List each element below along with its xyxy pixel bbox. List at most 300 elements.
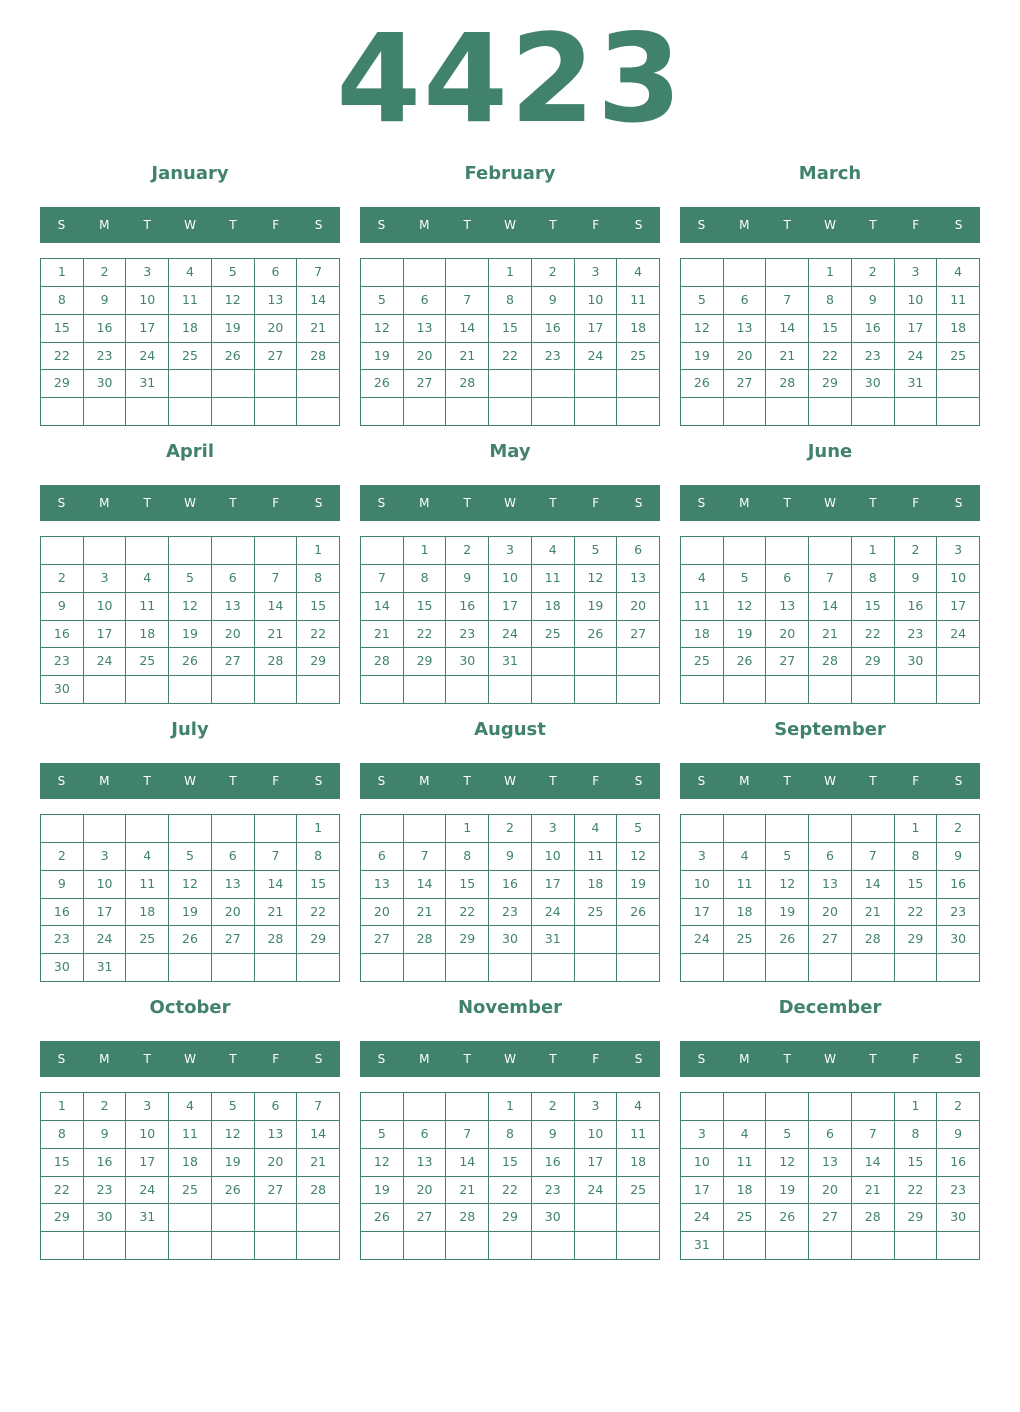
day-cell: 3 [895, 259, 938, 287]
day-cell: 21 [809, 621, 852, 649]
weekday-header: S [954, 1052, 963, 1066]
day-cell: 7 [852, 843, 895, 871]
day-cell: 1 [489, 1093, 532, 1121]
day-cell: 4 [617, 259, 660, 287]
day-cell: 12 [766, 871, 809, 899]
day-cell: 22 [852, 621, 895, 649]
day-cell: 31 [489, 648, 532, 676]
day-cell: 12 [724, 593, 767, 621]
day-cell: 23 [532, 343, 575, 371]
day-cell: 9 [489, 843, 532, 871]
weekday-header: F [912, 218, 920, 232]
day-cell: 27 [255, 1177, 298, 1205]
empty-cell [404, 815, 447, 843]
weekday-header: T [143, 774, 151, 788]
weekday-header: T [783, 774, 791, 788]
day-cell: 30 [489, 926, 532, 954]
day-cell: 17 [575, 1149, 618, 1177]
day-cell: 18 [169, 315, 212, 343]
day-cell: 29 [895, 926, 938, 954]
empty-cell [617, 676, 660, 704]
day-cell: 3 [84, 843, 127, 871]
day-cell: 15 [41, 315, 84, 343]
day-cell: 10 [84, 593, 127, 621]
empty-cell [724, 1232, 767, 1260]
month-name: September [774, 719, 886, 740]
day-cell: 4 [724, 843, 767, 871]
day-cell: 1 [852, 537, 895, 565]
weekday-header-row [40, 485, 340, 521]
day-cell: 14 [361, 593, 404, 621]
day-grid [360, 536, 660, 704]
day-cell: 29 [41, 1204, 84, 1232]
empty-cell [937, 370, 980, 398]
weekday-header: M [419, 774, 430, 788]
day-grid [680, 1092, 980, 1260]
empty-cell [937, 398, 980, 426]
day-cell: 3 [126, 1093, 169, 1121]
weekday-header: S [697, 1052, 706, 1066]
empty-cell [724, 815, 767, 843]
day-cell: 25 [126, 926, 169, 954]
day-cell: 20 [809, 899, 852, 927]
day-cell: 6 [617, 537, 660, 565]
day-cell: 16 [489, 871, 532, 899]
weekday-header: M [739, 774, 750, 788]
day-cell: 18 [681, 621, 724, 649]
weekday-header: S [954, 218, 963, 232]
day-cell: 12 [617, 843, 660, 871]
empty-cell [724, 398, 767, 426]
day-cell: 26 [169, 926, 212, 954]
day-cell: 14 [852, 1149, 895, 1177]
day-cell: 15 [41, 1149, 84, 1177]
empty-cell [681, 815, 724, 843]
weekday-header: T [549, 774, 557, 788]
day-cell: 15 [489, 315, 532, 343]
day-cell: 13 [212, 871, 255, 899]
day-cell: 11 [126, 871, 169, 899]
weekday-header: T [229, 496, 237, 510]
day-cell: 12 [361, 1149, 404, 1177]
day-cell: 9 [895, 565, 938, 593]
weekday-header: M [99, 496, 110, 510]
empty-cell [126, 676, 169, 704]
day-cell: 31 [532, 926, 575, 954]
day-cell: 3 [575, 259, 618, 287]
day-cell: 10 [681, 1149, 724, 1177]
day-cell: 20 [724, 343, 767, 371]
day-cell: 12 [681, 315, 724, 343]
day-cell: 7 [446, 1121, 489, 1149]
day-cell: 13 [809, 871, 852, 899]
day-grid [40, 1092, 340, 1260]
empty-cell [212, 370, 255, 398]
day-cell: 23 [41, 926, 84, 954]
day-cell: 2 [532, 259, 575, 287]
empty-cell [575, 648, 618, 676]
empty-cell [809, 398, 852, 426]
weekday-header-row [360, 207, 660, 243]
day-cell: 15 [895, 871, 938, 899]
empty-cell [681, 259, 724, 287]
empty-cell [532, 370, 575, 398]
month-name: November [457, 997, 563, 1018]
day-cell: 6 [809, 1121, 852, 1149]
day-cell: 2 [489, 815, 532, 843]
day-cell: 18 [532, 593, 575, 621]
day-cell: 16 [895, 593, 938, 621]
weekday-header: T [549, 496, 557, 510]
empty-cell [404, 954, 447, 982]
day-cell: 19 [361, 1177, 404, 1205]
day-cell: 26 [766, 1204, 809, 1232]
day-cell: 6 [404, 287, 447, 315]
day-cell: 11 [617, 1121, 660, 1149]
weekday-header: T [229, 774, 237, 788]
day-cell: 14 [446, 1149, 489, 1177]
day-cell: 9 [532, 1121, 575, 1149]
day-cell: 18 [617, 315, 660, 343]
day-cell: 8 [41, 1121, 84, 1149]
weekday-header: T [549, 218, 557, 232]
empty-cell [766, 398, 809, 426]
empty-cell [361, 954, 404, 982]
weekday-header-row [40, 1041, 340, 1077]
empty-cell [404, 259, 447, 287]
empty-cell [809, 954, 852, 982]
day-grid [40, 258, 340, 426]
day-cell: 31 [126, 370, 169, 398]
month-name: May [489, 441, 531, 462]
day-cell: 7 [297, 1093, 340, 1121]
weekday-header: W [824, 496, 836, 510]
empty-cell [766, 259, 809, 287]
empty-cell [446, 676, 489, 704]
day-cell: 21 [404, 899, 447, 927]
weekday-header-row [680, 763, 980, 799]
day-cell: 19 [361, 343, 404, 371]
day-cell: 28 [404, 926, 447, 954]
day-cell: 8 [489, 1121, 532, 1149]
empty-cell [255, 1204, 298, 1232]
day-cell: 2 [895, 537, 938, 565]
weekday-header: T [463, 1052, 471, 1066]
day-cell: 2 [937, 815, 980, 843]
day-cell: 22 [809, 343, 852, 371]
day-cell: 27 [255, 343, 298, 371]
day-cell: 12 [169, 593, 212, 621]
day-cell: 1 [895, 815, 938, 843]
weekday-header: S [954, 774, 963, 788]
day-cell: 7 [404, 843, 447, 871]
day-cell: 18 [126, 899, 169, 927]
weekday-header: W [504, 496, 516, 510]
day-cell: 7 [255, 565, 298, 593]
day-cell: 11 [575, 843, 618, 871]
day-cell: 17 [681, 899, 724, 927]
day-cell: 19 [169, 621, 212, 649]
empty-cell [809, 537, 852, 565]
day-cell: 9 [41, 593, 84, 621]
day-cell: 25 [937, 343, 980, 371]
day-cell: 5 [766, 1121, 809, 1149]
empty-cell [446, 954, 489, 982]
weekday-header: S [57, 774, 66, 788]
empty-cell [361, 676, 404, 704]
empty-cell [169, 1204, 212, 1232]
day-cell: 26 [575, 621, 618, 649]
day-cell: 11 [617, 287, 660, 315]
day-cell: 6 [255, 259, 298, 287]
empty-cell [169, 676, 212, 704]
day-cell: 27 [766, 648, 809, 676]
empty-cell [297, 954, 340, 982]
day-cell: 26 [212, 1177, 255, 1205]
day-cell: 11 [126, 593, 169, 621]
day-cell: 10 [937, 565, 980, 593]
day-cell: 4 [126, 565, 169, 593]
day-cell: 27 [212, 648, 255, 676]
weekday-header: F [592, 218, 600, 232]
month-name: April [165, 441, 215, 462]
weekday-header: T [143, 496, 151, 510]
day-cell: 21 [446, 343, 489, 371]
day-cell: 16 [446, 593, 489, 621]
day-cell: 22 [297, 621, 340, 649]
day-cell: 26 [361, 370, 404, 398]
day-cell: 12 [575, 565, 618, 593]
empty-cell [766, 676, 809, 704]
day-cell: 31 [895, 370, 938, 398]
weekday-header: F [912, 496, 920, 510]
day-cell: 15 [404, 593, 447, 621]
day-cell: 30 [937, 1204, 980, 1232]
day-cell: 16 [937, 1149, 980, 1177]
weekday-header: S [314, 218, 323, 232]
day-cell: 17 [575, 315, 618, 343]
empty-cell [255, 1232, 298, 1260]
weekday-header: T [463, 496, 471, 510]
empty-cell [617, 926, 660, 954]
empty-cell [681, 398, 724, 426]
day-cell: 5 [169, 565, 212, 593]
day-cell: 2 [84, 259, 127, 287]
day-cell: 16 [852, 315, 895, 343]
weekday-header: F [272, 774, 280, 788]
day-cell: 8 [852, 565, 895, 593]
empty-cell [84, 815, 127, 843]
empty-cell [489, 370, 532, 398]
day-cell: 20 [361, 899, 404, 927]
day-cell: 2 [84, 1093, 127, 1121]
empty-cell [724, 954, 767, 982]
day-cell: 24 [575, 1177, 618, 1205]
weekday-header-row [680, 485, 980, 521]
day-cell: 22 [41, 343, 84, 371]
day-cell: 23 [852, 343, 895, 371]
day-cell: 29 [297, 648, 340, 676]
empty-cell [937, 1232, 980, 1260]
weekday-header: F [272, 218, 280, 232]
weekday-header: T [783, 218, 791, 232]
day-cell: 10 [681, 871, 724, 899]
day-cell: 13 [404, 1149, 447, 1177]
empty-cell [84, 676, 127, 704]
day-cell: 22 [446, 899, 489, 927]
day-grid [360, 258, 660, 426]
day-cell: 14 [809, 593, 852, 621]
empty-cell [361, 1232, 404, 1260]
day-cell: 21 [255, 899, 298, 927]
day-cell: 28 [446, 370, 489, 398]
day-cell: 23 [937, 1177, 980, 1205]
empty-cell [937, 676, 980, 704]
day-cell: 27 [724, 370, 767, 398]
day-cell: 13 [724, 315, 767, 343]
day-cell: 1 [809, 259, 852, 287]
empty-cell [852, 676, 895, 704]
day-cell: 21 [297, 1149, 340, 1177]
day-cell: 19 [212, 1149, 255, 1177]
day-cell: 1 [297, 537, 340, 565]
weekday-header: T [869, 774, 877, 788]
day-cell: 9 [446, 565, 489, 593]
weekday-header: W [504, 774, 516, 788]
empty-cell [404, 398, 447, 426]
month-name: July [171, 719, 209, 740]
day-cell: 24 [681, 926, 724, 954]
day-cell: 16 [937, 871, 980, 899]
day-cell: 25 [724, 926, 767, 954]
month-name: August [474, 719, 546, 740]
empty-cell [809, 676, 852, 704]
day-cell: 28 [255, 926, 298, 954]
weekday-header: S [377, 774, 386, 788]
day-cell: 5 [169, 843, 212, 871]
day-grid [680, 258, 980, 426]
day-cell: 18 [617, 1149, 660, 1177]
day-cell: 24 [126, 1177, 169, 1205]
day-cell: 25 [681, 648, 724, 676]
day-cell: 28 [297, 1177, 340, 1205]
empty-cell [446, 259, 489, 287]
day-cell: 25 [532, 621, 575, 649]
day-cell: 4 [724, 1121, 767, 1149]
day-cell: 29 [852, 648, 895, 676]
weekday-header: M [739, 496, 750, 510]
day-cell: 24 [532, 899, 575, 927]
day-grid [40, 814, 340, 982]
day-cell: 6 [212, 843, 255, 871]
day-cell: 15 [446, 871, 489, 899]
empty-cell [575, 1204, 618, 1232]
day-cell: 10 [489, 565, 532, 593]
day-cell: 22 [41, 1177, 84, 1205]
day-cell: 9 [84, 287, 127, 315]
year-title: 4423 [336, 8, 684, 150]
day-cell: 19 [617, 871, 660, 899]
day-cell: 25 [724, 1204, 767, 1232]
day-cell: 24 [84, 648, 127, 676]
empty-cell [126, 815, 169, 843]
day-cell: 27 [212, 926, 255, 954]
weekday-header-row [40, 763, 340, 799]
day-cell: 7 [361, 565, 404, 593]
day-cell: 24 [681, 1204, 724, 1232]
day-cell: 3 [937, 537, 980, 565]
day-cell: 15 [297, 871, 340, 899]
day-cell: 19 [724, 621, 767, 649]
weekday-header: F [592, 774, 600, 788]
weekday-header: M [419, 1052, 430, 1066]
empty-cell [404, 676, 447, 704]
weekday-header: S [377, 1052, 386, 1066]
day-cell: 6 [404, 1121, 447, 1149]
day-cell: 14 [404, 871, 447, 899]
day-cell: 24 [84, 926, 127, 954]
day-cell: 26 [212, 343, 255, 371]
weekday-header: S [314, 496, 323, 510]
empty-cell [852, 1232, 895, 1260]
empty-cell [212, 1232, 255, 1260]
day-cell: 18 [724, 1177, 767, 1205]
day-cell: 7 [255, 843, 298, 871]
day-cell: 2 [41, 565, 84, 593]
day-cell: 26 [681, 370, 724, 398]
day-cell: 20 [617, 593, 660, 621]
day-cell: 10 [126, 287, 169, 315]
day-cell: 4 [681, 565, 724, 593]
day-cell: 11 [724, 1149, 767, 1177]
weekday-header: S [954, 496, 963, 510]
day-cell: 23 [84, 343, 127, 371]
day-cell: 24 [126, 343, 169, 371]
day-cell: 8 [404, 565, 447, 593]
empty-cell [532, 398, 575, 426]
weekday-header: W [184, 1052, 196, 1066]
day-cell: 30 [895, 648, 938, 676]
day-cell: 12 [169, 871, 212, 899]
day-cell: 26 [169, 648, 212, 676]
day-cell: 6 [212, 565, 255, 593]
day-cell: 4 [532, 537, 575, 565]
weekday-header: T [463, 774, 471, 788]
weekday-header: T [869, 1052, 877, 1066]
day-cell: 13 [361, 871, 404, 899]
day-cell: 17 [126, 1149, 169, 1177]
empty-cell [255, 815, 298, 843]
day-cell: 25 [169, 343, 212, 371]
day-cell: 3 [126, 259, 169, 287]
day-cell: 26 [766, 926, 809, 954]
day-cell: 16 [41, 899, 84, 927]
empty-cell [361, 815, 404, 843]
day-cell: 20 [404, 1177, 447, 1205]
day-cell: 22 [489, 343, 532, 371]
empty-cell [681, 676, 724, 704]
weekday-header: S [634, 496, 643, 510]
day-cell: 1 [489, 259, 532, 287]
month-name: December [778, 997, 882, 1018]
empty-cell [126, 537, 169, 565]
day-cell: 14 [255, 871, 298, 899]
day-cell: 4 [126, 843, 169, 871]
day-cell: 18 [126, 621, 169, 649]
day-cell: 25 [617, 343, 660, 371]
day-cell: 14 [255, 593, 298, 621]
day-cell: 1 [404, 537, 447, 565]
